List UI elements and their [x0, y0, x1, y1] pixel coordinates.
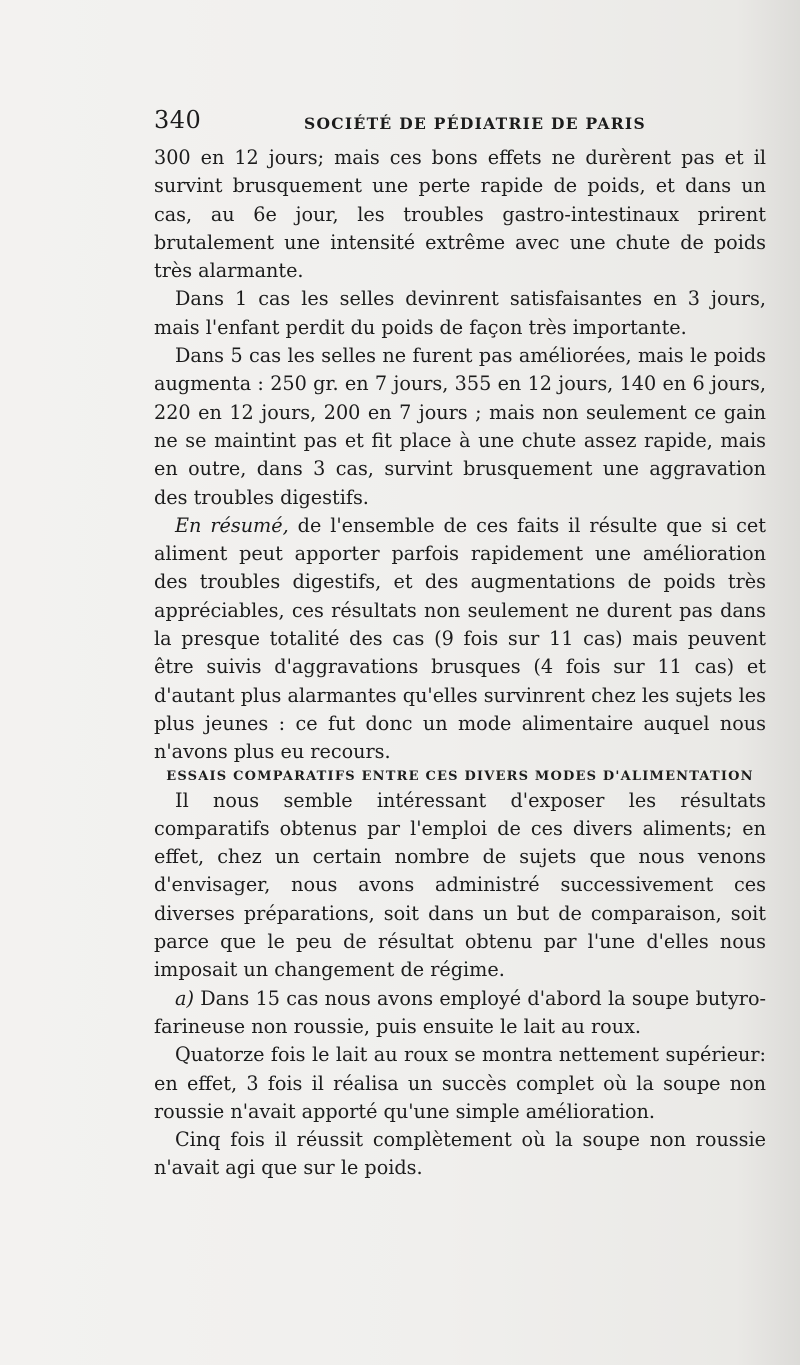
paragraph: Il nous semble intéressant d'exposer les résultats comparatifs obtenus par l'emploi de ces divers aliments; en effet, chez un certain nombre de sujets que nous venons d'envisager, nous avons administré successivement ces diverses préparations, soit dans un but de comparaison, soit parce que le peu de résultat obtenu par l'une d'elles nous imposait un changement de régime. [154, 788, 766, 982]
paragraph: Cinq fois il réussit complètement où la soupe non roussie n'avait agi que sur le poids. [154, 1128, 766, 1180]
page-body [154, 144, 766, 1183]
paragraph-continuation: 300 en 12 jours; mais ces bons effets ne durèrent pas et il survint brusquement une perte rapide de poids, et dans un cas, au 6e jour, les troubles gastro-intestinaux prirent brutalement une intensité extrême avec une chute de poids très alarmante. [154, 146, 766, 283]
summary-text: de l'ensemble de ces faits il résulte que si cet aliment peut apporter parfois rapidement une amélioration des troubles digestifs, et des augmentations de poids très appréciables, ces résultats non seulement ne durent pas dans la presque totalité des cas (9 fois sur 11 cas) mais peuvent être suivis d'aggravations brusques (4 fois sur 11 cas) et d'autant plus alarmantes qu'elles survinrent chez les sujets les plus jeunes : ce fut donc un mode alimentaire auquel nous n'avons plus eu recours. [154, 513, 766, 764]
item-marker: a) [175, 986, 194, 1010]
page-header [154, 106, 766, 136]
page-number: 340 [154, 106, 202, 134]
item-text: Dans 15 cas nous avons employé d'abord la soupe butyro-farineuse non roussie, puis ensuite le lait au roux. [154, 986, 766, 1038]
summary-lead: En résumé, [175, 513, 289, 537]
list-item-a [154, 985, 766, 1042]
paragraph: Dans 5 cas les selles ne furent pas améliorées, mais le poids augmenta : 250 gr. en 7 jours, 355 en 12 jours, 140 en 6 jours, 220 en 12 jours, 200 en 7 jours ; mais non seulement ce gain ne se maintint pas et fit place à une chute assez rapide, mais en outre, dans 3 cas, survint brusquement une aggravation des troubles digestifs. [154, 344, 766, 509]
section-heading: ESSAIS COMPARATIFS ENTRE CES DIVERS MODES D'ALIMENTATION [166, 768, 754, 784]
paragraph: Quatorze fois le lait au roux se montra nettement supérieur: en effet, 3 fois il réalisa un succès complet où la soupe non roussie n'avait apporté qu'une simple amélioration. [154, 1043, 766, 1123]
running-title: SOCIÉTÉ DE PÉDIATRIE DE PARIS [304, 114, 646, 133]
summary-paragraph [154, 512, 766, 767]
paragraph: Dans 1 cas les selles devinrent satisfaisantes en 3 jours, mais l'enfant perdit du poids de façon très importante. [154, 287, 766, 339]
